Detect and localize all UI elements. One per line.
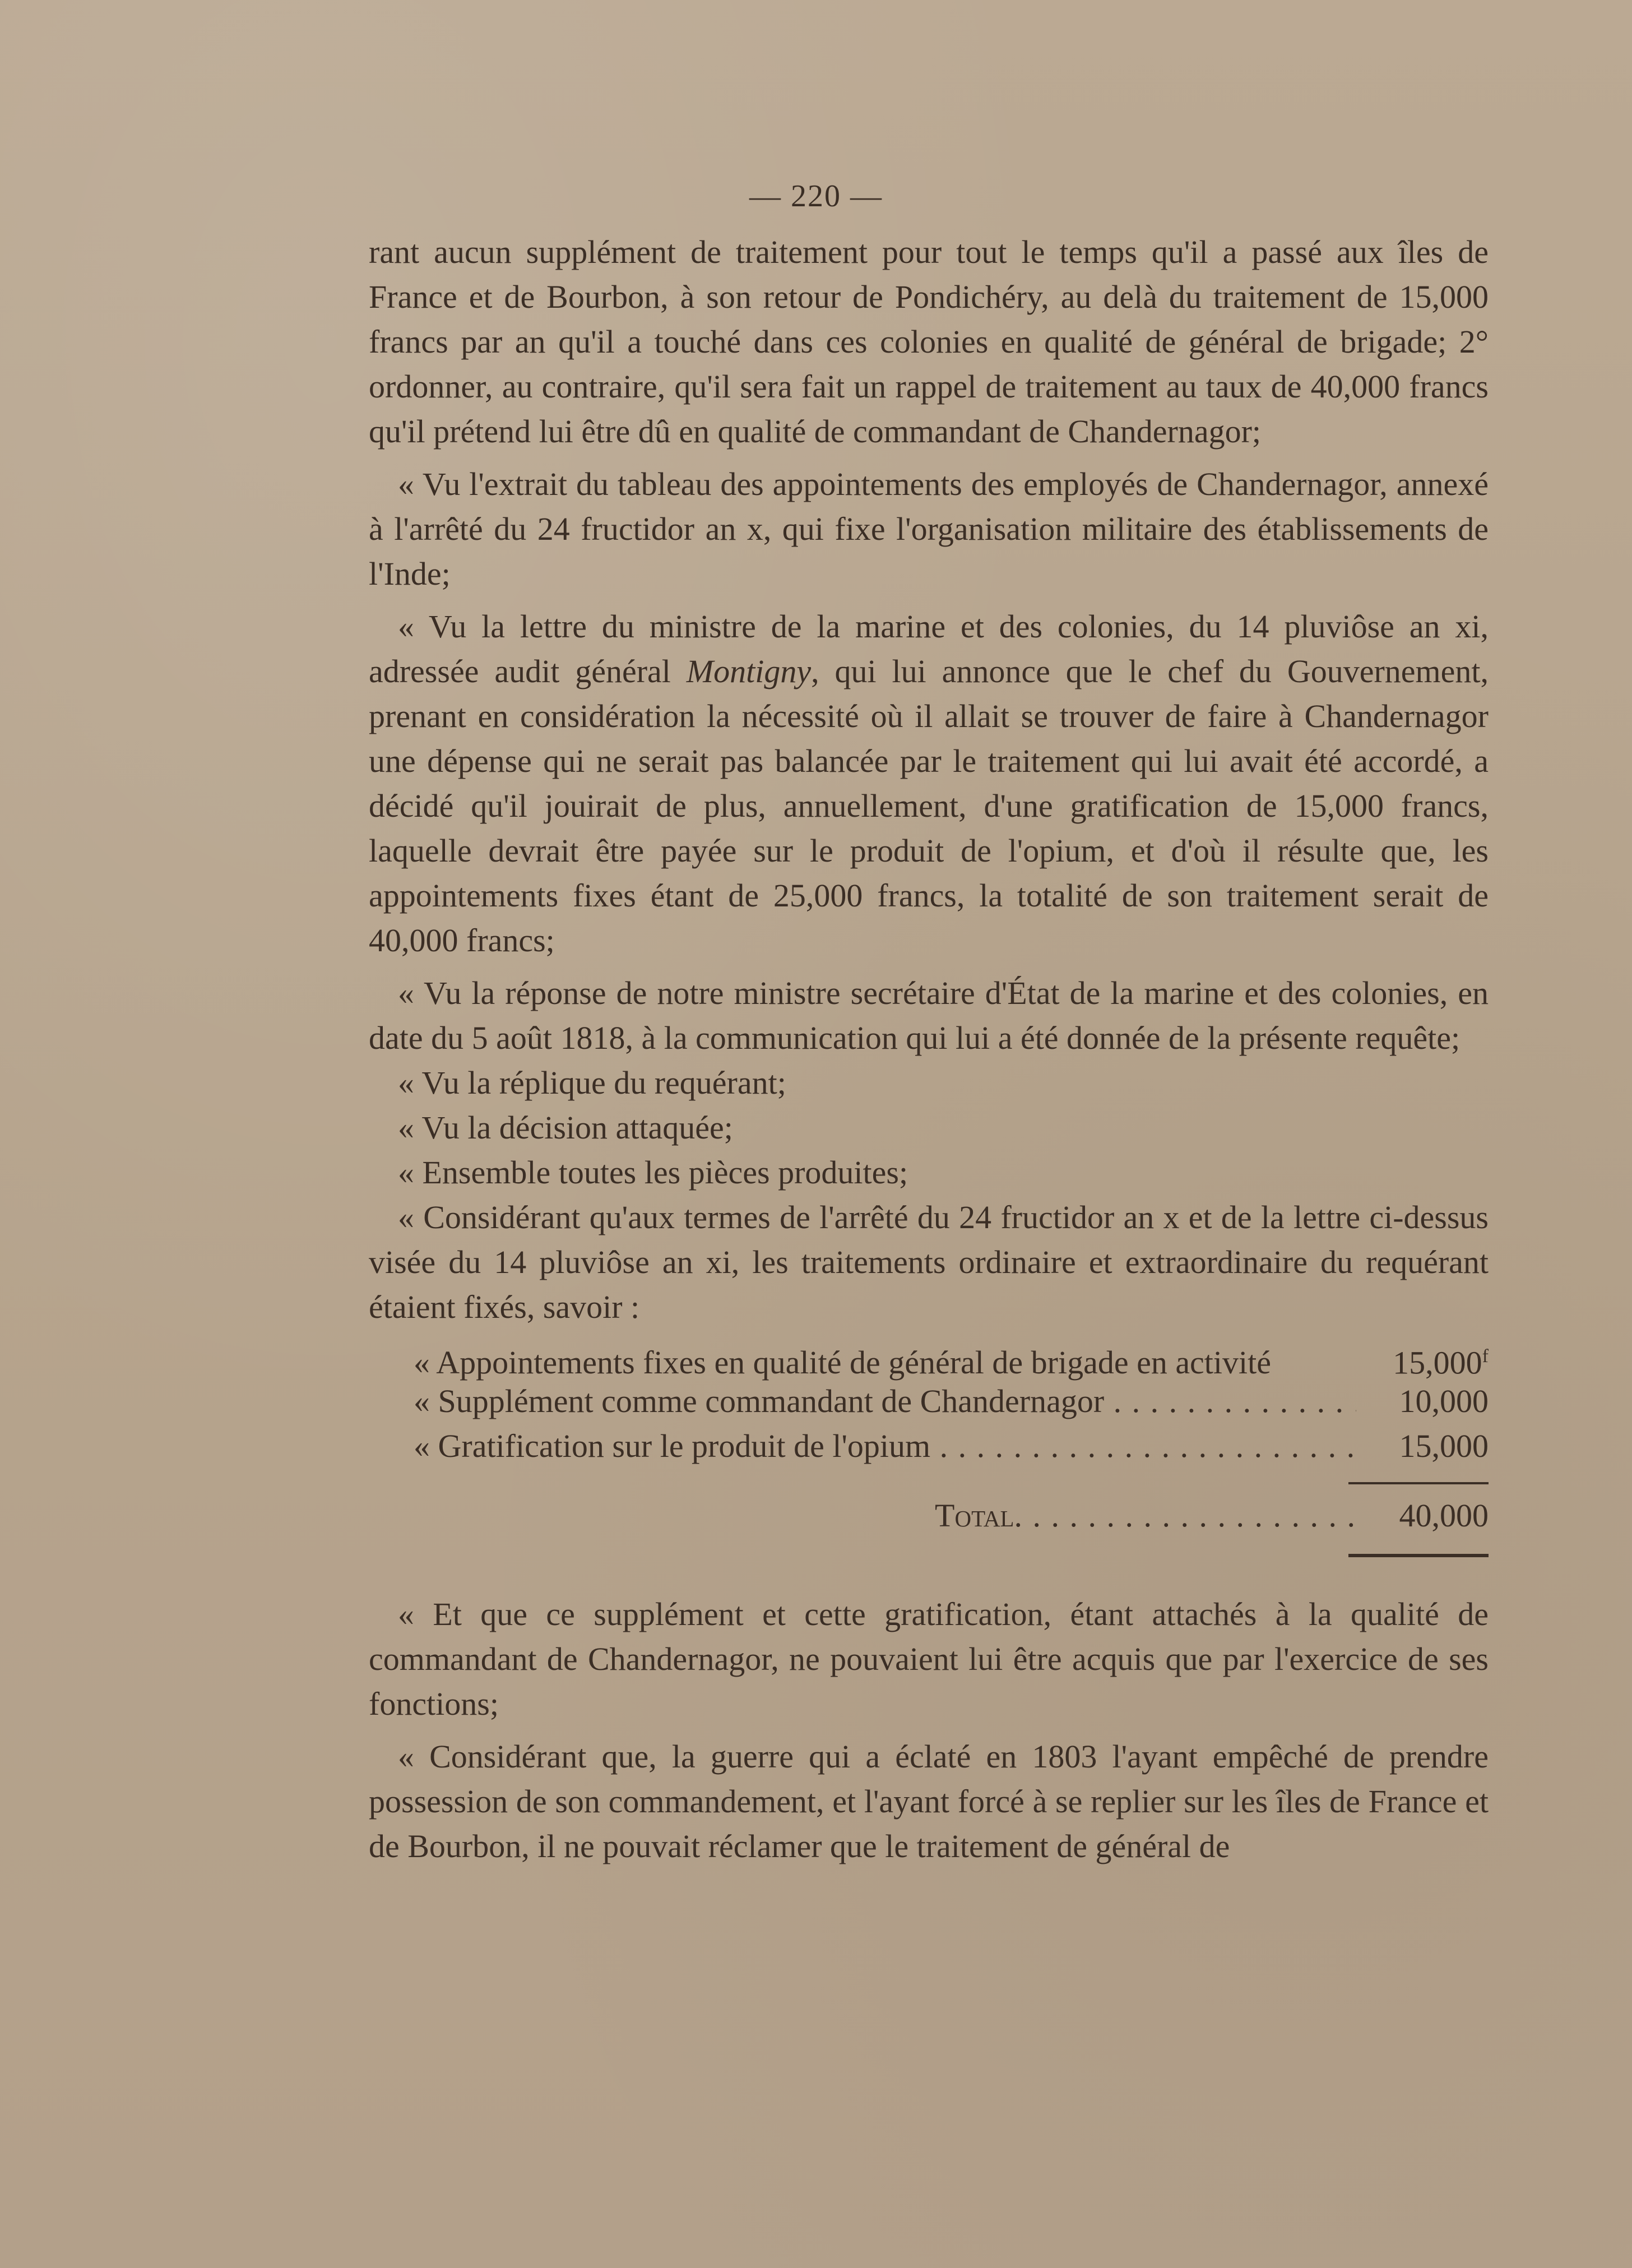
total-label: Total . . . [935, 1493, 1356, 1538]
paragraph-continuation: rant aucun supplément de traitement pour tout le temps qu'il a passé aux îles de France et de Bourbon, à son retour de Pondichéry, au delà du traitement de 15,000 francs par an qu'il a touché dans ces colonies en qualité de général de brigade; 2° ordonner, au contraire, qu'il sera fait un rappel de traitement au taux de 40,000 francs qu'il prétend lui être dû en qualité de commandant de Chandernagor; [369, 234, 1489, 450]
ledger-label: « Gratification sur le produit de l'opium . . . [414, 1424, 1356, 1469]
ledger-total-row [369, 1493, 1489, 1538]
total-value: 40,000 [1399, 1497, 1489, 1534]
paragraph-vu-lettre-part-b: , qui lui annonce que le chef du Gouvernement, prenant en considération la nécessité où il allait se trouver de faire à Chandernagor une dépense qui ne serait pas balancée par le traitement qui lui avait été accordé, a décidé qu'il jouirait de plus, annuellement, d'une gratification de 15,000 francs, laquelle devrait être payée sur le produit de l'opium, et d'où il résulte que, les appointements fixes étant de 25,000 francs, la totalité de son traitement serait de 40,000 francs; [369, 653, 1489, 959]
paragraph-ensemble: « Ensemble toutes les pièces produites; [398, 1154, 908, 1191]
ledger-value: 10,000 [1399, 1383, 1489, 1419]
paragraph-considerant-1: « Considérant qu'aux termes de l'arrêté du 24 fructidor an x et de la lettre ci-dessus visée du 14 pluviôse an xi, les traitements ordinaire et extraordinaire du requérant étaient fixés, savoir : [369, 1199, 1489, 1325]
paragraph-vu-extrait: « Vu l'extrait du tableau des appointements des employés de Chandernagor, annexé à l'arrêté du 24 fructidor an x, qui fixe l'organisation militaire des établissements de l'Inde; [369, 466, 1489, 592]
ledger-row [369, 1334, 1489, 1379]
body-text [369, 230, 1489, 1869]
paragraph-vu-decision: « Vu la décision attaquée; [398, 1109, 733, 1146]
ledger-value: 15,000 [1399, 1428, 1489, 1464]
ledger-label: « Supplément comme commandant de Chandernagor . . . [414, 1379, 1356, 1424]
paragraph-vu-lettre-part-a: « Vu la lettre du ministre de la marine et des colonies, du 14 pluviôse an xi, adressée audit général [369, 608, 1489, 689]
name-montigny: Montigny [686, 653, 812, 689]
ledger-label: « Appointements fixes en qualité de général de brigade en activité [414, 1344, 1272, 1381]
paragraph-vu-lettre [369, 604, 1489, 963]
ledger-row [369, 1379, 1489, 1424]
ledger-unit: f [1482, 1346, 1489, 1367]
ledger-row [369, 1424, 1489, 1469]
sum-rule [1348, 1482, 1489, 1484]
ledger-amount: 15,000 [1393, 1344, 1482, 1381]
total-rule [1348, 1554, 1489, 1557]
salary-ledger [369, 1334, 1489, 1557]
paragraph-vu-replique: « Vu la réplique du requérant; [398, 1064, 786, 1101]
paragraph-vu-reponse: « Vu la réponse de notre ministre secrétaire d'État de la marine et des colonies, en date du 5 août 1818, à la communication qui lui a été donnée de la présente requête; [369, 975, 1489, 1056]
paragraph-considerant-2: « Considérant que, la guerre qui a éclaté en 1803 l'ayant empêché de prendre possession de son commandement, et l'ayant forcé à se replier sur les îles de France et de Bourbon, il ne pouvait réclamer que le traitement de général de [369, 1738, 1489, 1864]
ledger-value [1356, 1334, 1489, 1385]
paragraph-et-que: « Et que ce supplément et cette gratification, étant attachés à la qualité de commandant de Chandernagor, ne pouvaient lui être acquis que par l'exercice de ses fonctions; [369, 1596, 1489, 1722]
page-number: — 220 — [749, 179, 883, 214]
